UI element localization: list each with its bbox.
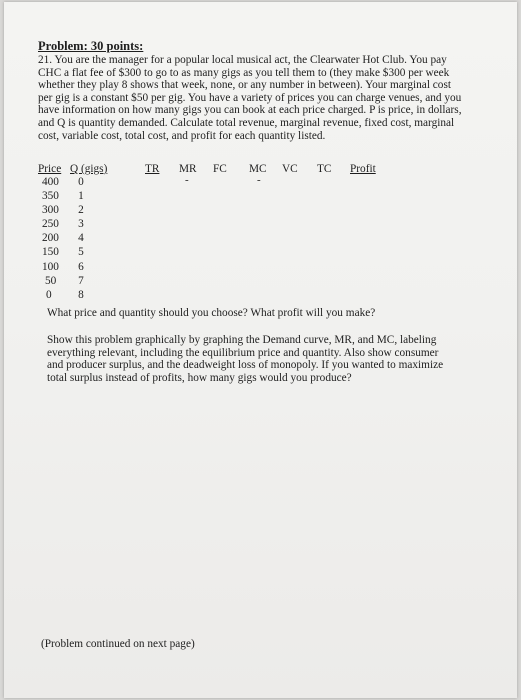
price-cell: 400	[42, 176, 59, 188]
intro-paragraph: 21. You are the manager for a popular local musical act, the Clearwater Hot Club. You pay CHC a flat fee of $300 to go to as many gigs as you tell them to (they make $300 per week whether they play 8 shows that week, none, or any number in between). Your marginal cost per gig is a constant $50 per gig. You have a variety of prices you can charge venues, and you have information on how many gigs you can book at each price charged. P is price, in dollars, and Q is quantity demanded. Calculate total revenue, marginal revenue, fixed cost, marginal cost, variable cost, total cost, and profit for each quantity listed.	[38, 54, 462, 142]
continued-note: (Problem continued on next page)	[41, 638, 195, 650]
header-mr: MR	[179, 163, 197, 175]
question-price-quantity	[47, 307, 457, 320]
quantity-cell: 8	[78, 288, 84, 301]
price-cell: 200	[42, 232, 59, 245]
question-2-text: Show this problem graphically by graphing the Demand curve, MR, and MC, labeling everything relevant, including the equilibrium price and quantity. Also show consumer and producer surplus, and the deadweight loss of monopoly. If you wanted to maximize total surplus instead of profits, how many gigs would you produce?	[47, 334, 444, 384]
quantity-cell: 3	[78, 218, 84, 231]
price-cell: 350	[42, 190, 59, 203]
quantity-cell: 4	[78, 232, 84, 245]
header-quantity: Q (gigs)	[70, 163, 108, 175]
price-cell: 100	[42, 260, 59, 273]
question-1-text: What price and quantity should you choose? What profit will you make?	[47, 307, 376, 319]
header-price: Price	[38, 163, 62, 175]
price-cell: 150	[42, 246, 59, 259]
price-cell: 300	[42, 204, 59, 217]
question-graph	[47, 334, 457, 384]
quantity-cell: 5	[78, 246, 84, 259]
quantity-cell: 7	[78, 274, 84, 287]
header-profit: Profit	[350, 163, 376, 175]
quantity-cell: 1	[78, 190, 84, 203]
quantity-cell: 6	[78, 260, 84, 273]
price-cell: 250	[42, 218, 59, 231]
mc-dash: -	[257, 174, 261, 186]
problem-heading: Problem: 30 points:	[38, 39, 144, 53]
header-mc: MC	[249, 163, 267, 175]
mr-dash: -	[185, 174, 189, 186]
header-tr: TR	[145, 163, 160, 175]
problem-intro	[38, 54, 466, 142]
quantity-cell: 2	[78, 204, 84, 217]
header-vc: VC	[282, 163, 298, 175]
price-cell: 0	[46, 288, 52, 301]
price-column	[42, 175, 66, 302]
header-fc: FC	[213, 163, 227, 175]
header-tc: TC	[317, 163, 332, 175]
quantity-column	[76, 175, 86, 302]
document-page	[4, 2, 517, 698]
price-cell: 50	[45, 274, 57, 287]
quantity-cell: 0	[78, 176, 84, 188]
